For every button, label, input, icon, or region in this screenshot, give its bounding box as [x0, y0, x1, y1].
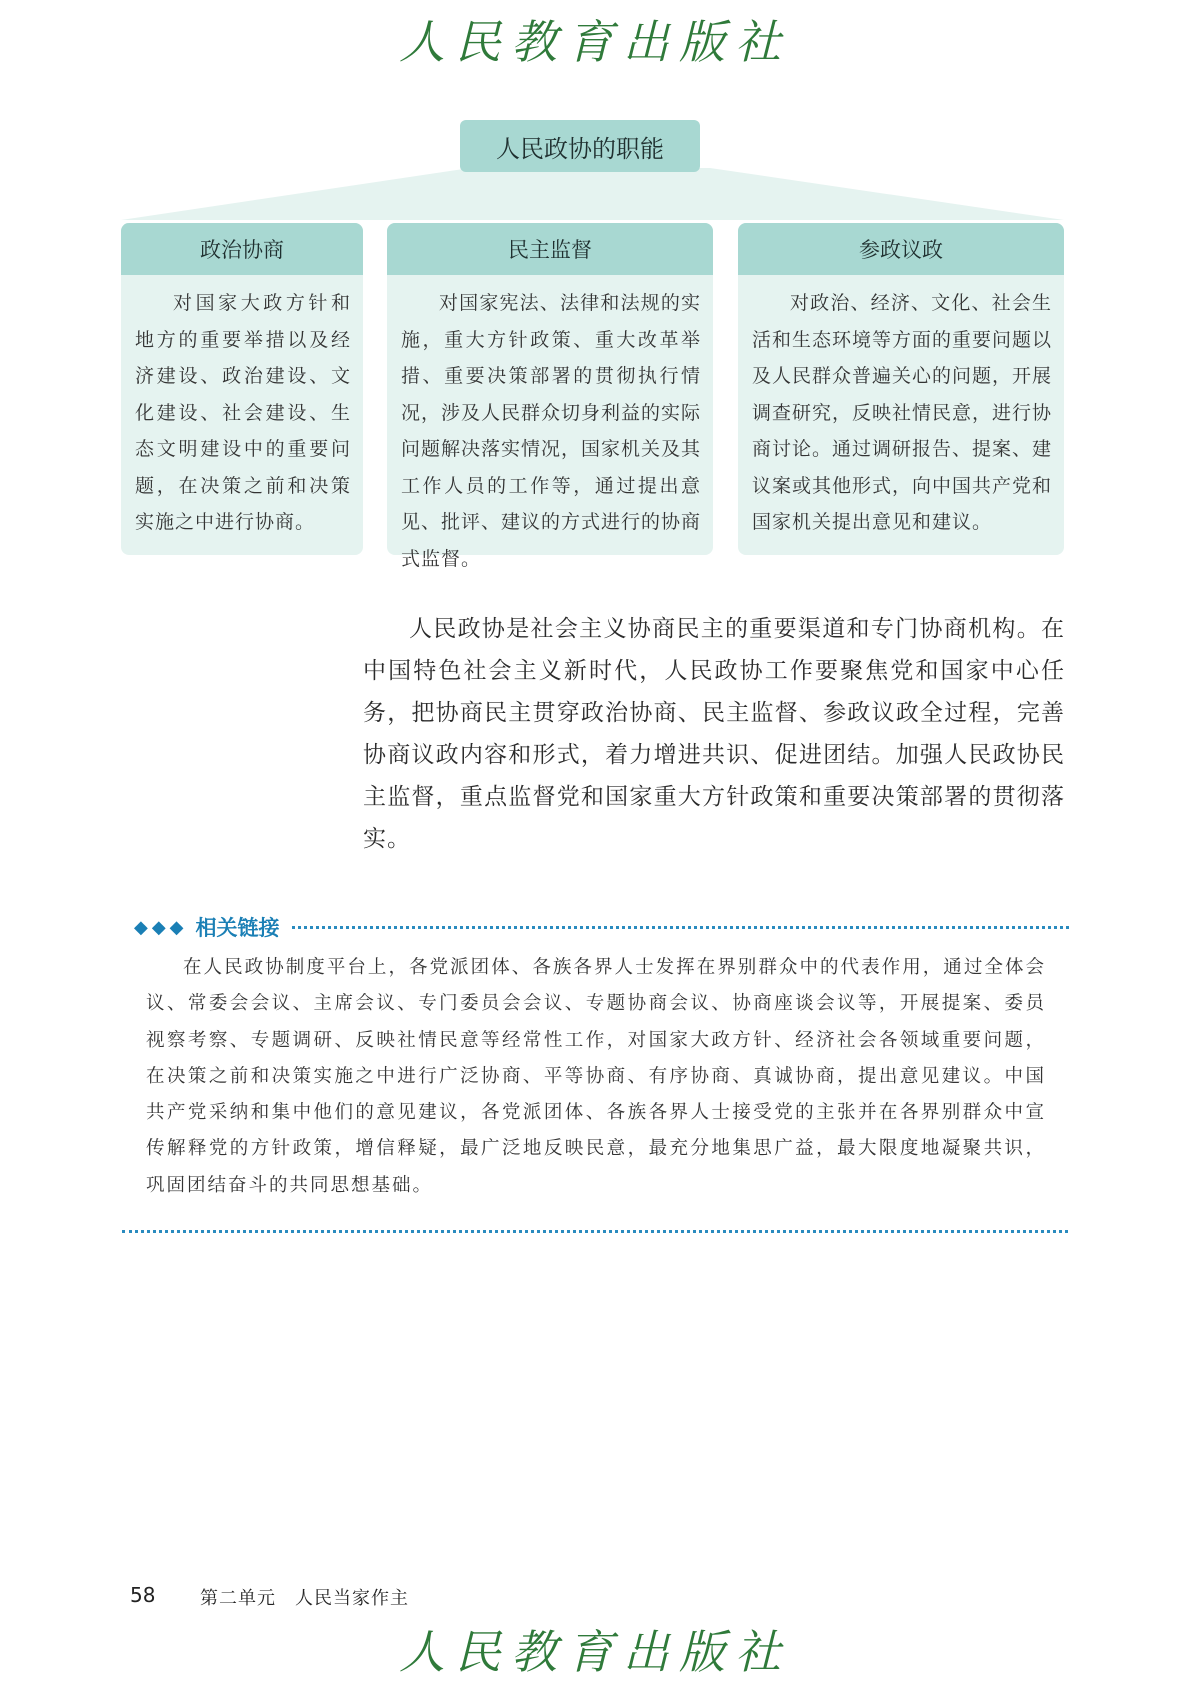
dotted-divider [292, 926, 1069, 929]
function-card-democratic-supervision [387, 223, 713, 570]
diamond-bullets-icon: ◆◆◆ [134, 916, 188, 938]
card-heading: 政治协商 [121, 223, 363, 275]
publisher-logo-bottom: 人民教育出版社 [399, 1625, 791, 1679]
diagram-title: 人民政协的职能 [460, 120, 700, 172]
dotted-divider-bottom [122, 1230, 1068, 1233]
related-link-header [134, 912, 1069, 942]
card-text: 对国家大政方针和地方的重要举措以及经济建设、政治建设、文化建设、社会建设、生态文明建设中的重要问题，在决策之前和决策实施之中进行协商。 [135, 292, 351, 533]
unit-title: 第二单元 人民当家作主 [200, 1588, 409, 1609]
card-heading: 民主监督 [387, 223, 713, 275]
card-text: 对国家宪法、法律和法规的实施，重大方针政策、重大改革举措、重要决策部署的贯彻执行情况，涉及人民群众切身利益的实际问题解决落实情况，国家机关及其工作人员的工作等，通过提出意见、批评、建议的方式进行的协商式监督。 [401, 292, 702, 570]
card-heading: 参政议政 [738, 223, 1064, 275]
function-card-political-consultation [121, 223, 363, 555]
main-paragraph: 人民政协是社会主义协商民主的重要渠道和专门协商机构。在中国特色社会主义新时代，人民政协工作要聚焦党和国家中心任务，把协商民主贯穿政治协商、民主监督、参政议政全过程，完善协商议政内容和形式，着力增进共识、促进团结。加强人民政协民主监督，重点监督党和国家重大方针政策和重要决策部署的贯彻落实。 [363, 616, 1065, 852]
card-text: 对政治、经济、文化、社会生活和生态环境等方面的重要问题以及人民群众普遍关心的问题，开展调查研究，反映社情民意，进行协商讨论。通过调研报告、提案、建议案或其他形式，向中国共产党和国家机关提出意见和建议。 [752, 292, 1053, 533]
related-link-title: 相关链接 [195, 916, 280, 940]
related-link-text: 在人民政协制度平台上，各党派团体、各族各界人士发挥在界别群众中的代表作用，通过全体会议、常委会会议、主席会议、专门委员会会议、专题协商会议、协商座谈会议等，开展提案、委员视察考察、专题调研、反映社情民意等经常性工作，对国家大政方针、经济社会各领域重要问题，在决策之前和决策实施之中进行广泛协商、平等协商、有序协商、真诚协商，提出意见建议。中国共产党采纳和集中他们的意见建议，各党派团体、各族各界人士接受党的主张并在各界别群众中宣传解释党的方针政策，增信释疑，最广泛地反映民意，最充分地集思广益，最大限度地凝聚共识，巩固团结奋斗的共同思想基础。 [146, 957, 1046, 1196]
page-number: 58 [130, 1583, 156, 1607]
function-card-participation-in-governance [738, 223, 1064, 555]
publisher-logo-top: 人民教育出版社 [399, 15, 791, 69]
